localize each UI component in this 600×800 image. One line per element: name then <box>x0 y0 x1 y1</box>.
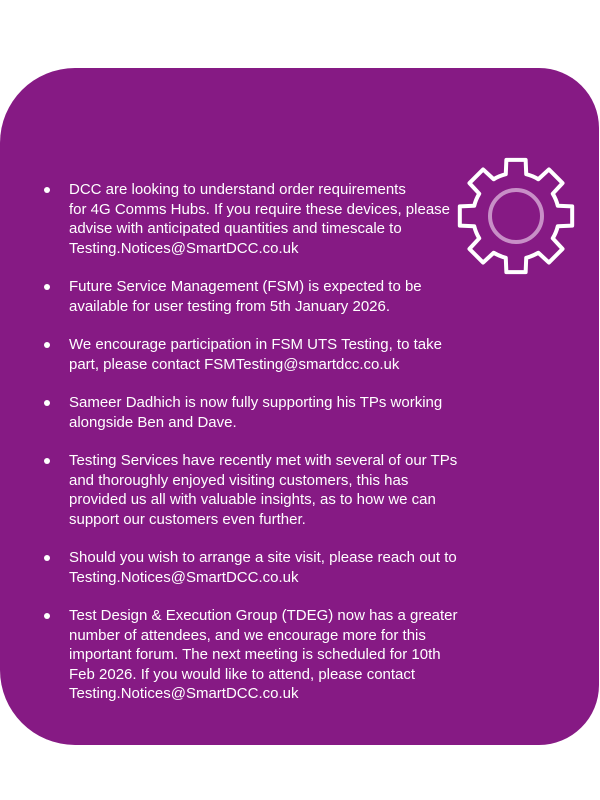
list-item <box>0 606 520 704</box>
list-item-text: Should you wish to arrange a site visit, please reach out to <box>69 549 457 566</box>
list-item-text: Testing.Notices@SmartDCC.co.uk <box>69 568 299 586</box>
list-item-text: provided us all with valuable insights, as to how we can <box>69 491 436 508</box>
list-item-text: for 4G Comms Hubs. If you require these devices, please <box>69 200 451 218</box>
list-item-text: DCC are looking to understand order requirements <box>69 181 406 198</box>
list-item-text: available for user testing from 5th January 2026. <box>69 297 391 315</box>
list-item <box>0 180 520 258</box>
list-item-text: alongside Ben and Dave. <box>69 413 237 431</box>
notice-list <box>0 180 520 723</box>
bullet-icon <box>44 342 50 348</box>
list-item-text: number of attendees, and we encourage more for this <box>69 626 426 644</box>
list-item-text: support our customers even further. <box>69 510 306 528</box>
list-item-text: Testing.Notices@SmartDCC.co.uk <box>69 239 299 257</box>
bullet-icon <box>44 284 50 290</box>
list-item-text: Sameer Dadhich is now fully supporting his TPs working <box>69 394 443 411</box>
bullet-icon <box>44 555 50 561</box>
list-item-text: advise with anticipated quantities and timescale to <box>69 220 402 237</box>
list-item-text: We encourage participation in FSM UTS Testing, to take <box>69 336 442 353</box>
list-item <box>0 277 520 316</box>
list-item-text: Feb 2026. If you would like to attend, please contact <box>69 665 416 683</box>
list-item-text: Testing Services have recently met with several of our TPs <box>69 452 458 469</box>
bullet-icon <box>44 613 50 619</box>
bullet-icon <box>44 458 50 464</box>
list-item-text: Future Service Management (FSM) is expected to be <box>69 278 422 295</box>
list-item <box>0 451 520 529</box>
bullet-icon <box>44 400 50 406</box>
list-item-text: important forum. The next meeting is scheduled for 10th <box>69 646 441 663</box>
list-item <box>0 393 520 432</box>
list-item-text: and thoroughly enjoyed visiting customers, this has <box>69 471 409 489</box>
list-item <box>0 548 520 587</box>
list-item <box>0 335 520 374</box>
list-item-text: part, please contact FSMTesting@smartdcc.co.uk <box>69 355 400 373</box>
list-item-text: Testing.Notices@SmartDCC.co.uk <box>69 685 299 702</box>
bullet-icon <box>44 187 50 193</box>
list-item-text: Test Design & Execution Group (TDEG) now has a greater <box>69 607 458 624</box>
